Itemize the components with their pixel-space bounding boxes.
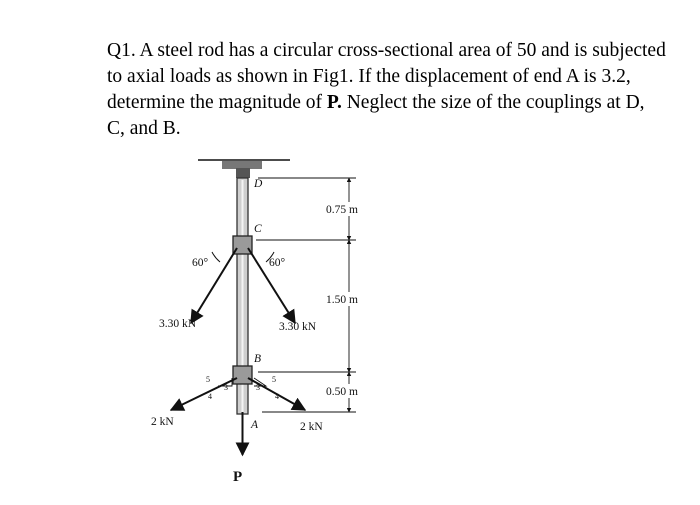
slope-left-rise: 3 (224, 383, 228, 392)
slope-left-hyp: 5 (206, 375, 210, 384)
load-lower-right-label: 2 kN (300, 421, 323, 433)
question-label: Q1. (107, 40, 136, 61)
point-c-label: C (254, 223, 262, 235)
point-d-label: D (254, 178, 263, 190)
slope-right-hyp: 5 (272, 375, 276, 384)
point-b-label: B (254, 353, 262, 365)
load-upper-left-label: 3.30 kN (159, 318, 197, 330)
dim-top-label: 0.75 m (326, 204, 358, 216)
load-upper-right-label: 3.30 kN (279, 321, 317, 333)
point-a-label: A (251, 419, 259, 431)
ceiling-support (198, 160, 290, 178)
angle-right-label: 60° (269, 257, 286, 269)
angle-left-label: 60° (192, 257, 209, 269)
slope-right-rise: 3 (256, 383, 260, 392)
dim-bottom-label: 0.50 m (326, 386, 358, 398)
coupling-b (233, 366, 252, 384)
slope-right-run: 4 (275, 392, 279, 401)
question-body: A steel rod has a circular cross-sectional area of 50 and is subjected to axial loads as shown in Fig1. If the displacement of end A is 3.2, determine the magnitude of (107, 40, 666, 113)
question-body-end: Neglect the size of the couplings at D, C, and B. (107, 92, 645, 139)
load-p-label: P (233, 469, 243, 485)
slope-left-run: 4 (208, 392, 212, 401)
load-lower-left-label: 2 kN (151, 416, 174, 428)
dim-middle-label: 1.50 m (326, 294, 358, 306)
question-bold-p: P. (326, 92, 342, 113)
